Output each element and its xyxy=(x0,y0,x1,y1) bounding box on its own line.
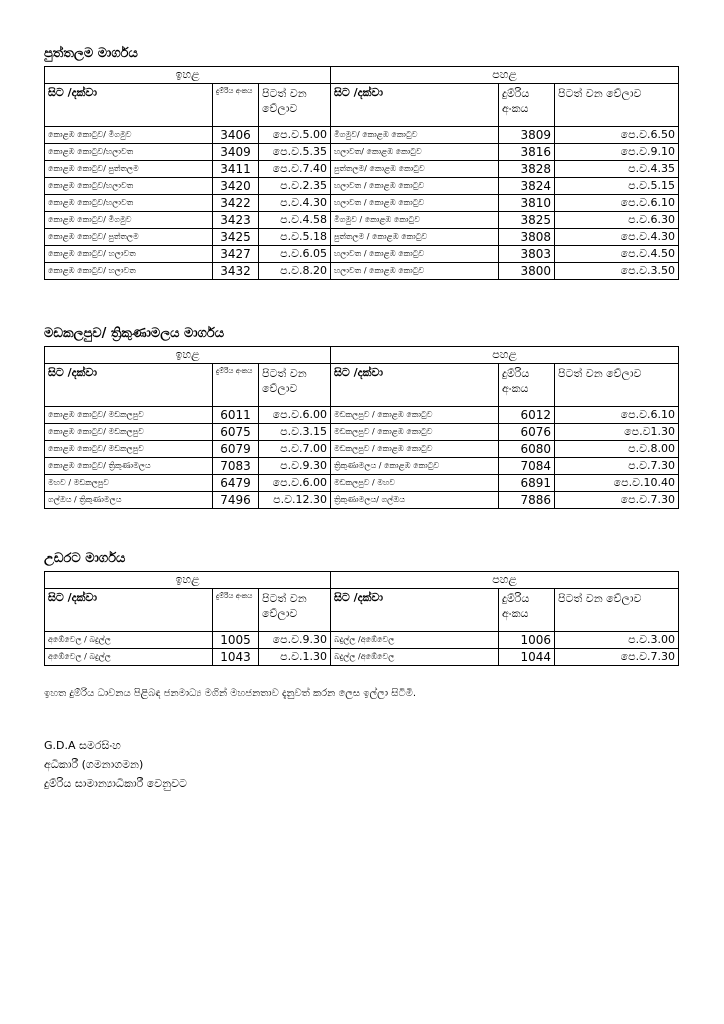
up-departure-time-cell: පෙ.ව.6.00 xyxy=(259,407,331,424)
down-train-number-cell: 6012 xyxy=(499,407,555,424)
down-departure-time-cell: පෙ.ව.4.50 xyxy=(555,246,679,263)
down-departure-time-cell: පෙ.ව.6.50 xyxy=(555,127,679,144)
down-station-cell: හලාවත / කොළඹ කොටුව xyxy=(331,246,499,263)
down-train-number-cell: 3810 xyxy=(499,195,555,212)
up-train-number-cell: 3420 xyxy=(213,178,259,195)
down-train-number-cell: 1006 xyxy=(499,632,555,649)
up-station-cell: කොළඹ කොටුව/හලාවත xyxy=(45,178,213,195)
direction-down-header: පහළ xyxy=(331,67,679,84)
table-row xyxy=(45,649,679,666)
table-row xyxy=(45,441,679,458)
up-station-cell: කොළඹ කොටුව/හලාවත xyxy=(45,195,213,212)
up-station-cell: මහව / මඩකලපුව xyxy=(45,475,213,492)
up-train-number-cell: 3423 xyxy=(213,212,259,229)
down-train-number-cell: 3828 xyxy=(499,161,555,178)
down-station-cell: මඩකලපුව / කොළඹ කොටුව xyxy=(331,441,499,458)
up-departure-time-cell: ප.ව.6.05 xyxy=(259,246,331,263)
up-train-number-cell: 3411 xyxy=(213,161,259,178)
table-row xyxy=(45,458,679,475)
down-station-cell: මීගමුව/ කොළඹ කොටුව xyxy=(331,127,499,144)
down-train-no-header: දුම්රිය අංකය xyxy=(499,589,555,632)
up-departure-time-cell: ප.ව.4.30 xyxy=(259,195,331,212)
up-train-number-cell: 3406 xyxy=(213,127,259,144)
up-train-number-cell: 1043 xyxy=(213,649,259,666)
down-departure-time-cell: ප.ව.4.35 xyxy=(555,161,679,178)
up-departure-time-cell: ප.ව.2.35 xyxy=(259,178,331,195)
up-departure-header: පිටත් වන වේලාව xyxy=(259,84,331,127)
timetable xyxy=(44,66,679,280)
table-row xyxy=(45,195,679,212)
table-row xyxy=(45,475,679,492)
down-departure-time-cell: පෙ.ව1.30 xyxy=(555,424,679,441)
up-train-no-header: දුම්රිය අංකය xyxy=(213,364,259,407)
down-station-cell: හලාවත/ කොළඹ කොටුව xyxy=(331,144,499,161)
table-row xyxy=(45,632,679,649)
up-departure-time-cell: පෙ.ව.5.35 xyxy=(259,144,331,161)
down-departure-time-cell: පෙ.ව.10.40 xyxy=(555,475,679,492)
direction-up-header: ඉහළ xyxy=(45,572,331,589)
up-from-to-header: සිට /දක්වා xyxy=(45,589,213,632)
table-row xyxy=(45,161,679,178)
down-departure-time-cell: පෙ.ව.3.50 xyxy=(555,263,679,280)
up-departure-time-cell: ප.ව.12.30 xyxy=(259,492,331,509)
direction-down-header: පහළ xyxy=(331,347,679,364)
up-station-cell: කොළඹ කොටුව/ මීගමුව xyxy=(45,127,213,144)
down-train-no-header: දුම්රිය අංකය xyxy=(499,84,555,127)
down-departure-time-cell: ප.ව.7.30 xyxy=(555,458,679,475)
down-departure-header: පිටත් වන වේලාව xyxy=(555,589,679,632)
down-departure-time-cell: පෙ.ව.4.30 xyxy=(555,229,679,246)
timetable xyxy=(44,346,679,509)
down-train-number-cell: 3825 xyxy=(499,212,555,229)
table-row xyxy=(45,424,679,441)
direction-row xyxy=(45,572,679,589)
up-from-to-header: සිට /දක්වා xyxy=(45,84,213,127)
down-train-number-cell: 3816 xyxy=(499,144,555,161)
up-train-number-cell: 3432 xyxy=(213,263,259,280)
signatory-name: G.D.A සමරසිංහ xyxy=(44,739,121,752)
up-train-number-cell: 3427 xyxy=(213,246,259,263)
down-station-cell: හලාවත / කොළඹ කොටුව xyxy=(331,263,499,280)
table-row xyxy=(45,246,679,263)
table-row xyxy=(45,178,679,195)
down-train-number-cell: 6080 xyxy=(499,441,555,458)
up-departure-time-cell: පෙ.ව.6.00 xyxy=(259,475,331,492)
up-departure-time-cell: පෙ.ව.7.40 xyxy=(259,161,331,178)
down-station-cell: මඩකලපුව / මහව xyxy=(331,475,499,492)
up-train-number-cell: 7496 xyxy=(213,492,259,509)
direction-row xyxy=(45,67,679,84)
signatory-role: අධිකාරී (ගමනාගමන) xyxy=(44,758,144,771)
down-train-number-cell: 1044 xyxy=(499,649,555,666)
down-departure-time-cell: ප.ව.6.30 xyxy=(555,212,679,229)
up-departure-time-cell: ප.ව.7.00 xyxy=(259,441,331,458)
up-station-cell: කොළඹ කොටුව/ හලාවත xyxy=(45,263,213,280)
up-train-number-cell: 3422 xyxy=(213,195,259,212)
down-train-number-cell: 7886 xyxy=(499,492,555,509)
route-title: උඩරට මාර්ගය xyxy=(44,551,126,566)
up-train-number-cell: 7083 xyxy=(213,458,259,475)
up-station-cell: අඹේවෙල / බදුල්ල xyxy=(45,649,213,666)
up-train-no-header: දුම්රිය අංකය xyxy=(213,589,259,632)
down-station-cell: ත්‍රිකුණාමලය/ ගල්ඔය xyxy=(331,492,499,509)
route-title: පුත්තලම මාර්ගය xyxy=(44,46,138,61)
up-station-cell: කොළඹ කොටුව/හලාවත xyxy=(45,144,213,161)
down-departure-time-cell: පෙ.ව.9.10 xyxy=(555,144,679,161)
down-train-number-cell: 3800 xyxy=(499,263,555,280)
down-from-to-header: සිට /දක්වා xyxy=(331,589,499,632)
down-departure-time-cell: පෙ.ව.6.10 xyxy=(555,195,679,212)
down-station-cell: පුත්තලම/ කොළඹ කොටුව xyxy=(331,161,499,178)
table-row xyxy=(45,407,679,424)
down-station-cell: බදුල්ල /අඹේවෙල xyxy=(331,649,499,666)
down-station-cell: බදුල්ල /අඹේවෙල xyxy=(331,632,499,649)
table-row xyxy=(45,212,679,229)
down-departure-time-cell: ප.ව.8.00 xyxy=(555,441,679,458)
up-departure-header: පිටත් වන වේලාව xyxy=(259,364,331,407)
up-train-number-cell: 3425 xyxy=(213,229,259,246)
column-header-row xyxy=(45,589,679,632)
up-train-no-header: දුම්රිය අංකය xyxy=(213,84,259,127)
up-from-to-header: සිට /දක්වා xyxy=(45,364,213,407)
up-station-cell: කොළඹ කොටුව/ මීගමුව xyxy=(45,212,213,229)
down-station-cell: මඩකලපුව / කොළඹ කොටුව xyxy=(331,407,499,424)
down-station-cell: හලාවත / කොළඹ කොටුව xyxy=(331,195,499,212)
up-departure-time-cell: පෙ.ව.5.00 xyxy=(259,127,331,144)
table-row xyxy=(45,127,679,144)
up-train-number-cell: 6079 xyxy=(213,441,259,458)
down-station-cell: මීගමුව / කොළඹ කොටුව xyxy=(331,212,499,229)
down-station-cell: ත්‍රිකුණාමලය / කොළඹ කොටුව xyxy=(331,458,499,475)
notice-text: ඉහත දුම්රිය ධාවනය පිළිබඳ ජනමාධ්‍ය මගින් මහජනතාව දැනුවත් කරන ලෙස ඉල්ලා සිටිමි. xyxy=(44,688,417,699)
table-row xyxy=(45,144,679,161)
direction-row xyxy=(45,347,679,364)
timetable xyxy=(44,571,679,666)
route-title: මඩකලපුව/ ත්‍රිකුණාමලය මාර්ගය xyxy=(44,326,225,341)
up-departure-time-cell: ප.ව.9.30 xyxy=(259,458,331,475)
down-departure-time-cell: පෙ.ව.7.30 xyxy=(555,649,679,666)
down-departure-time-cell: පෙ.ව.7.30 xyxy=(555,492,679,509)
direction-up-header: ඉහළ xyxy=(45,67,331,84)
down-train-number-cell: 3809 xyxy=(499,127,555,144)
down-departure-time-cell: ප.ව.3.00 xyxy=(555,632,679,649)
up-station-cell: කොළඹ කොටුව/ පුත්තලම xyxy=(45,229,213,246)
up-train-number-cell: 1005 xyxy=(213,632,259,649)
up-station-cell: කොළඹ කොටුව/ මඩකලපුව xyxy=(45,424,213,441)
up-departure-time-cell: ප.ව.4.58 xyxy=(259,212,331,229)
column-header-row xyxy=(45,84,679,127)
up-station-cell: කොළඹ කොටුව/ මඩකලපුව xyxy=(45,441,213,458)
down-train-number-cell: 3824 xyxy=(499,178,555,195)
up-station-cell: කොළඹ කොටුව/ මඩකලපුව xyxy=(45,407,213,424)
up-station-cell: කොළඹ කොටුව/ හලාවත xyxy=(45,246,213,263)
up-departure-time-cell: ප.ව.1.30 xyxy=(259,649,331,666)
down-train-number-cell: 3803 xyxy=(499,246,555,263)
up-departure-header: පිටත් වන වේලාව xyxy=(259,589,331,632)
up-train-number-cell: 3409 xyxy=(213,144,259,161)
down-departure-header: පිටත් වන වේලාව xyxy=(555,364,679,407)
up-station-cell: ගල්ඔය / ත්‍රිකුණාමලය xyxy=(45,492,213,509)
up-train-number-cell: 6479 xyxy=(213,475,259,492)
up-train-number-cell: 6075 xyxy=(213,424,259,441)
down-train-no-header: දුම්රිය අංකය xyxy=(499,364,555,407)
down-departure-time-cell: ප.ව.5.15 xyxy=(555,178,679,195)
up-departure-time-cell: ප.ව.8.20 xyxy=(259,263,331,280)
direction-down-header: පහළ xyxy=(331,572,679,589)
table-row xyxy=(45,263,679,280)
up-station-cell: කොළඹ කොටුව/ ත්‍රිකුණාමලය xyxy=(45,458,213,475)
down-departure-time-cell: පෙ.ව.6.10 xyxy=(555,407,679,424)
down-train-number-cell: 6891 xyxy=(499,475,555,492)
down-station-cell: පුත්තලම / කොළඹ කොටුව xyxy=(331,229,499,246)
down-train-number-cell: 7084 xyxy=(499,458,555,475)
table-row xyxy=(45,229,679,246)
up-departure-time-cell: පෙ.ව.9.30 xyxy=(259,632,331,649)
up-train-number-cell: 6011 xyxy=(213,407,259,424)
up-departure-time-cell: ප.ව.3.15 xyxy=(259,424,331,441)
down-train-number-cell: 6076 xyxy=(499,424,555,441)
column-header-row xyxy=(45,364,679,407)
down-station-cell: මඩකලපුව / කොළඹ කොටුව xyxy=(331,424,499,441)
down-train-number-cell: 3808 xyxy=(499,229,555,246)
up-station-cell: අඹේවෙල / බදුල්ල xyxy=(45,632,213,649)
down-departure-header: පිටත් වන වේලාව xyxy=(555,84,679,127)
down-from-to-header: සිට /දක්වා xyxy=(331,84,499,127)
up-departure-time-cell: ප.ව.5.18 xyxy=(259,229,331,246)
down-from-to-header: සිට /දක්වා xyxy=(331,364,499,407)
up-station-cell: කොළඹ කොටුව/ පුත්තලම xyxy=(45,161,213,178)
direction-up-header: ඉහළ xyxy=(45,347,331,364)
table-row xyxy=(45,492,679,509)
down-station-cell: හලාවත / කොළඹ කොටුව xyxy=(331,178,499,195)
signatory-on-behalf: දුම්රිය සාමාන්‍යාධිකාරී වෙනුවට xyxy=(44,777,187,790)
